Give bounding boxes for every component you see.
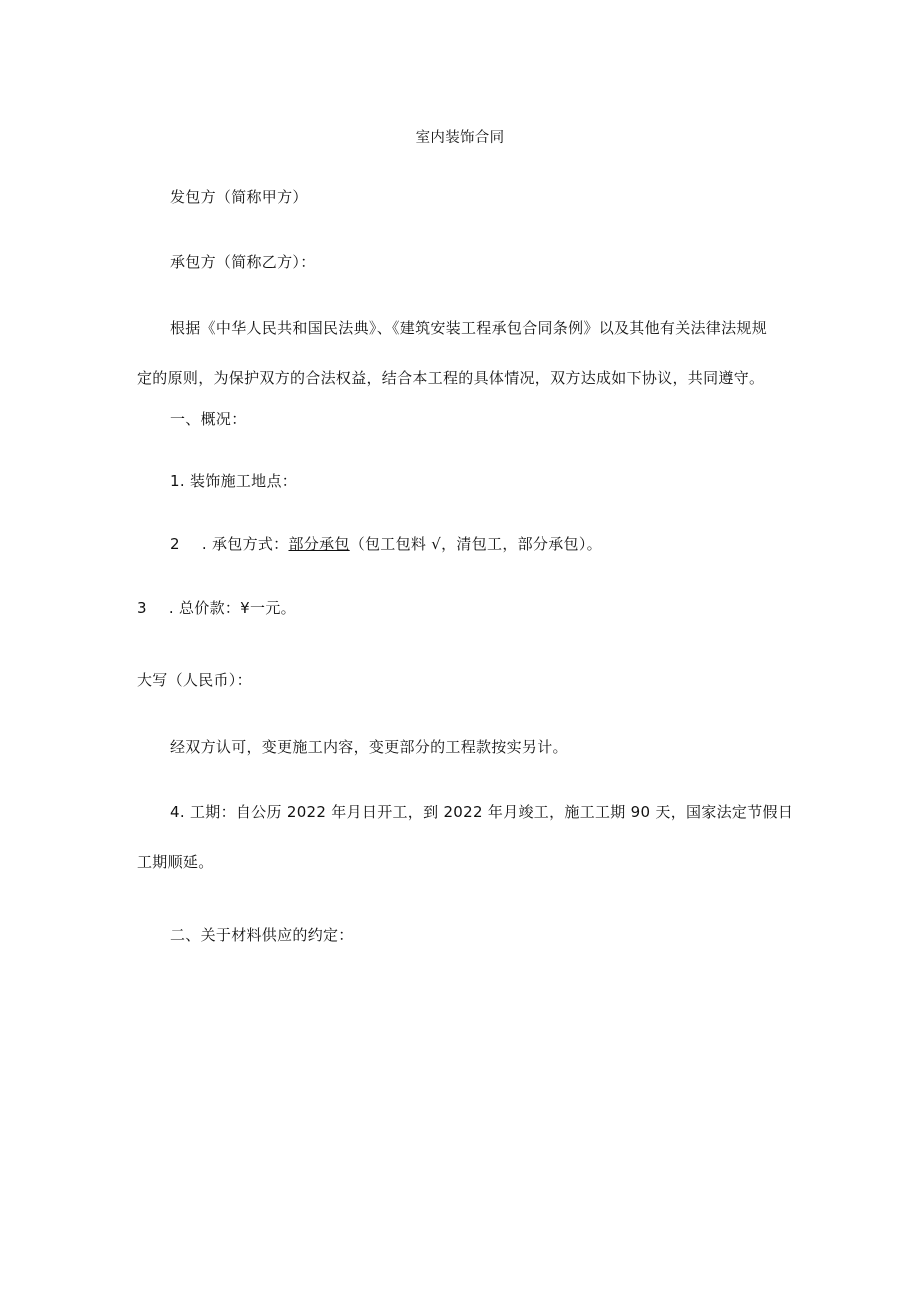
section-1-heading: 一、概况：	[170, 410, 247, 428]
item-2-label: . 承包方式：	[201, 535, 289, 553]
item-2-value: 部分承包	[288, 535, 350, 553]
party-b-line: 承包方（简称乙方）：	[170, 253, 316, 271]
item-2-number: 2	[170, 535, 180, 553]
change-note: 经双方认可，变更施工内容，变更部分的工程款按实另计。	[170, 738, 568, 756]
item-2-options: （包工包料 √，清包工，部分承包）。	[349, 535, 602, 553]
party-a-line: 发包方（简称甲方）	[170, 188, 308, 206]
document-title: 室内装饰合同	[415, 130, 505, 146]
item-1-construction-site: 1. 装饰施工地点：	[170, 472, 298, 490]
item-3-number: 3	[137, 599, 147, 617]
item-2-contract-method	[170, 533, 602, 555]
capital-amount-line: 大写（人民币）：	[137, 671, 252, 689]
preamble-line-2: 定的原则，为保护双方的合法权益，结合本工程的具体情况，双方达成如下协议，共同遵守。	[137, 369, 765, 387]
preamble-line-1: 根据《中华人民共和国民法典》、《建筑安装工程承包合同条例》以及其他有关法律法规规	[170, 319, 768, 337]
item-4-schedule-line-1: 4. 工期：自公历 2022 年月日开工，到 2022 年月竣工，施工工期 90 天，国家法定节假日	[170, 803, 794, 821]
item-4-schedule-line-2: 工期顺延。	[137, 853, 214, 871]
item-3-text: . 总价款：¥一元。	[168, 599, 296, 617]
section-2-heading: 二、关于材料供应的约定：	[170, 926, 354, 944]
item-3-total-price	[137, 597, 296, 619]
